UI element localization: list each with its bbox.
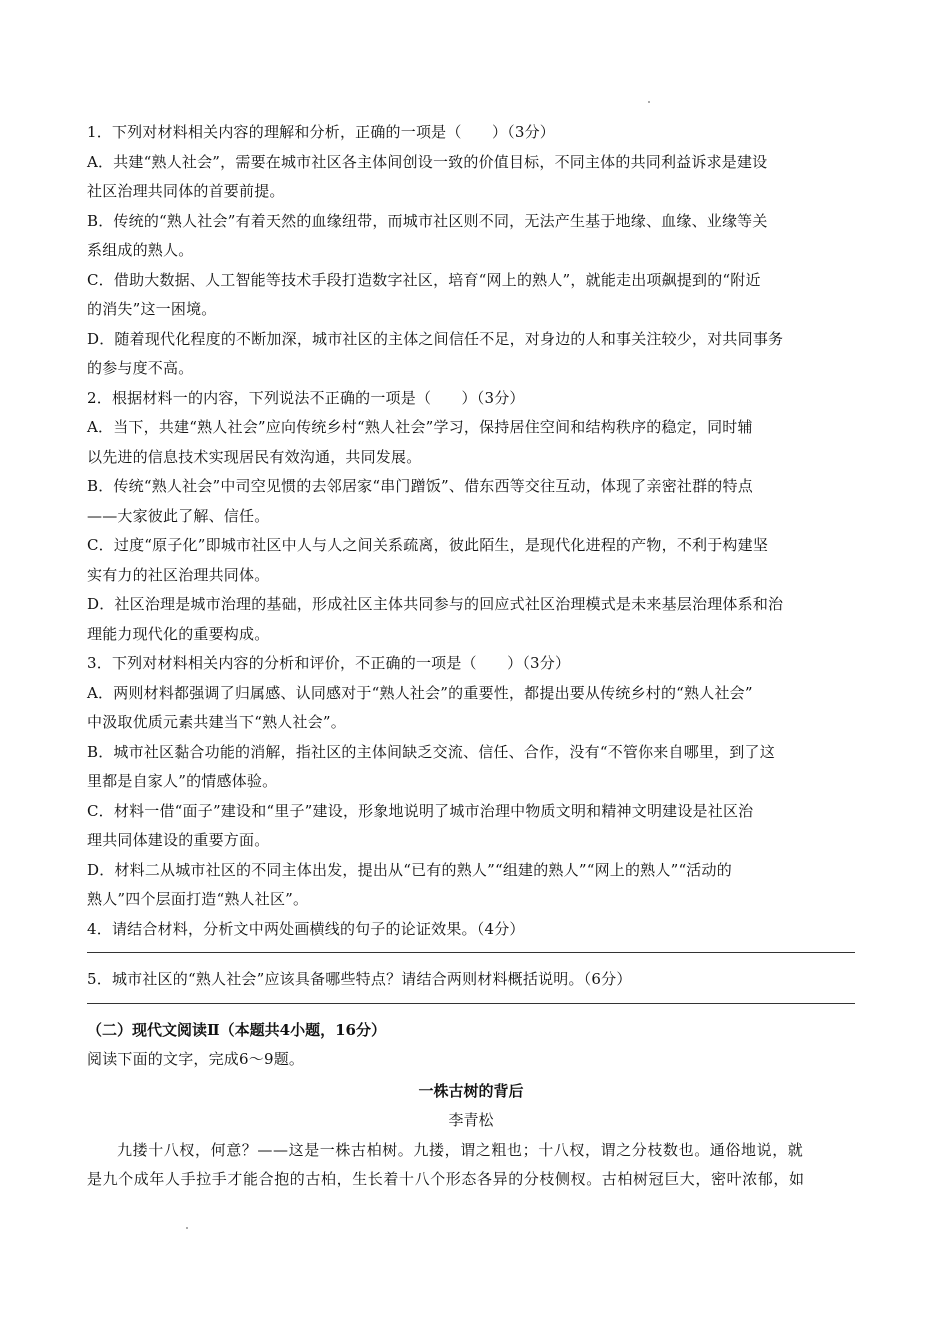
answer-line-q5[interactable] — [87, 1003, 855, 1004]
scan-speck — [648, 101, 650, 103]
q2-option-a: A．当下，共建“熟人社会”应向传统乡村“熟人社会”学习，保持居住空间和结构秩序的稳定，同时辅 — [87, 418, 753, 436]
article-line-1: 九搂十八杈，何意？——这是一株古柏树。九搂，谓之粗也；十八杈，谓之分枝数也。通俗地说，就 — [117, 1140, 804, 1159]
q3-option-a-cont: 中汲取优质元素共建当下“熟人社会”。 — [87, 713, 346, 731]
q2-option-c: C．过度“原子化”即城市社区中人与人之间关系疏离，彼此陌生，是现代化进程的产物，不利于构建坚 — [87, 536, 769, 554]
q3-option-b: B．城市社区黏合功能的消解，指社区的主体间缺乏交流、信任、合作，没有“不管你来自哪里，到了这 — [87, 742, 775, 761]
question-3 — [87, 649, 855, 915]
q1-option-c: C．借助大数据、人工智能等技术手段打造数字社区，培育“网上的熟人”，就能走出项飙提到的“附近 — [87, 270, 761, 289]
q2-option-d-cont: 理能力现代化的重要构成。 — [87, 624, 270, 643]
answer-line-q4[interactable] — [87, 952, 855, 953]
instruction: 阅读下面的文字，完成6～9题。 — [87, 1050, 305, 1068]
question-4: 4．请结合材料，分析文中两处画横线的句子的论证效果。（4分） — [87, 919, 525, 938]
q3-option-a: A．两则材料都强调了归属感、认同感对于“熟人社会”的重要性，都提出要从传统乡村的“熟人社会” — [87, 683, 753, 702]
q2-option-d: D．社区治理是城市治理的基础，形成社区主体共同参与的回应式社区治理模式是未来基层治理体系和治 — [87, 595, 784, 613]
q3-option-c-cont: 理共同体建设的重要方面。 — [87, 831, 270, 849]
q1-option-a: A．共建“熟人社会”，需要在城市社区各主体间创设一致的价值目标，不同主体的共同利益诉求是建设 — [87, 152, 768, 171]
q3-option-c: C．材料一借“面子”建设和“里子”建设，形象地说明了城市治理中物质文明和精神文明建设是社区治 — [87, 801, 754, 820]
q3-stem: 3．下列对材料相关内容的分析和评价，不正确的一项是（ ）（3分） — [87, 654, 571, 672]
article-title: 一株古树的背后 — [418, 1081, 524, 1100]
q1-option-c-cont: 的消失”这一困境。 — [87, 300, 217, 318]
exam-page — [87, 118, 855, 1195]
q3-option-b-cont: 里都是自家人”的情感体验。 — [87, 772, 278, 790]
q2-option-c-cont: 实有力的社区治理共同体。 — [87, 565, 270, 584]
q1-option-d-cont: 的参与度不高。 — [87, 359, 194, 377]
q1-option-b: B．传统的“熟人社会”有着天然的血缘纽带，而城市社区则不同，无法产生基于地缘、血缘、业缘等关 — [87, 211, 768, 230]
q2-option-b: B．传统“熟人社会”中司空见惯的去邻居家“串门蹭饭”、借东西等交往互动，体现了亲密社群的特点 — [87, 477, 753, 495]
article-author: 李青松 — [448, 1111, 494, 1129]
q1-option-a-cont: 社区治理共同体的首要前提。 — [87, 182, 285, 200]
scan-speck — [186, 1227, 188, 1229]
q1-option-d: D．随着现代化程度的不断加深，城市社区的主体之间信任不足，对身边的人和事关注较少，对共同事务 — [87, 329, 784, 348]
q2-stem: 2．根据材料一的内容，下列说法不正确的一项是（ ）（3分） — [87, 388, 525, 407]
q1-option-b-cont: 系组成的熟人。 — [87, 241, 194, 259]
q2-option-a-cont: 以先进的信息技术实现居民有效沟通，共同发展。 — [87, 447, 422, 466]
q1-stem: 1．下列对材料相关内容的理解和分析，正确的一项是（ ）（3分） — [87, 123, 555, 141]
question-1 — [87, 118, 855, 384]
article-line-2: 是九个成年人手拉手才能合抱的古柏，生长着十八个形态各异的分枝侧杈。古柏树冠巨大，密叶浓郁，如 — [87, 1170, 805, 1188]
q2-option-b-cont: ——大家彼此了解、信任。 — [87, 506, 270, 525]
question-2 — [87, 384, 855, 650]
q3-option-d-cont: 熟人”四个层面打造“熟人社区”。 — [87, 890, 309, 908]
article-body — [87, 1136, 855, 1195]
q3-option-d: D．材料二从城市社区的不同主体出发，提出从“已有的熟人”“组建的熟人”“网上的熟人”“活动的 — [87, 860, 732, 879]
question-5: 5．城市社区的“熟人社会”应该具备哪些特点？请结合两则材料概括说明。（6分） — [87, 970, 632, 988]
section-heading: （二）现代文阅读Ⅱ（本题共4小题，16分） — [87, 1020, 386, 1039]
